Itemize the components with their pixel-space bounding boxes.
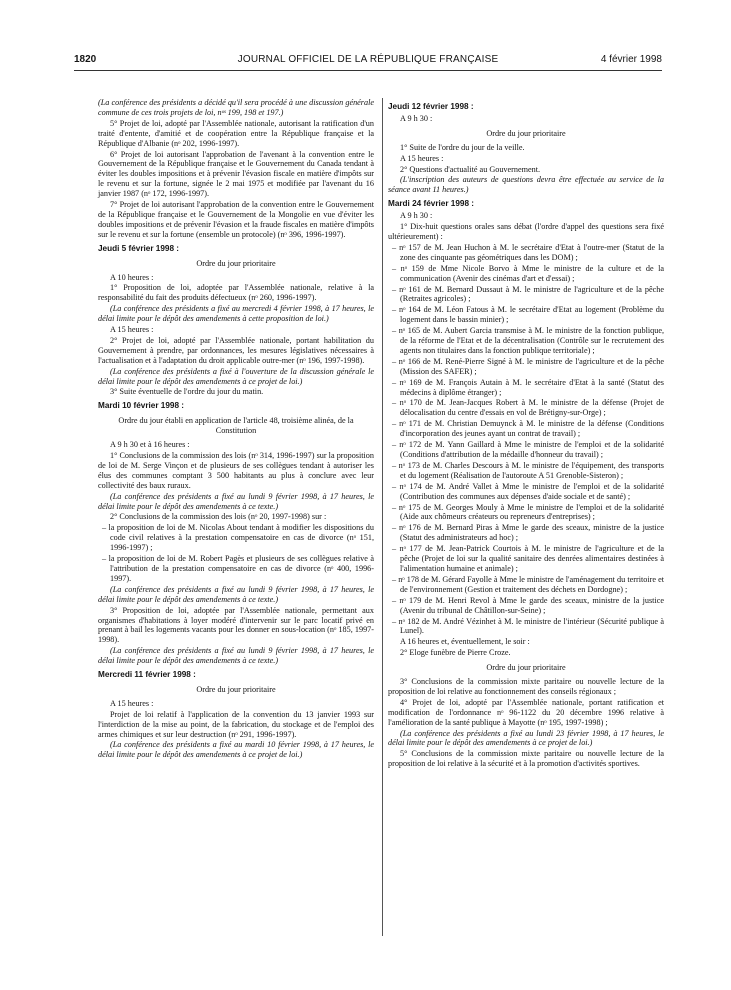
list-item: – nᵒ 179 de M. Henri Revol à Mme le garde des sceaux, ministre de la justice (Avenir du tribunal de Châtillon-sur-Seine) ;	[392, 595, 664, 615]
page-number: 1820	[74, 54, 97, 65]
list-item: – nᵒ 159 de Mme Nicole Borvo à Mme le ministre de la culture et de la communication (Avenir des cinémas d'art et d'essai) ;	[392, 263, 664, 283]
list-item: – nᵒ 175 de M. Georges Mouly à Mme le ministre de l'emploi et de la solidarité (Aide aux chômeurs créateurs ou repreneurs d'entreprises) ;	[392, 502, 664, 522]
section-subtitle: Ordre du jour prioritaire	[196, 258, 276, 268]
paragraph: 2° Eloge funèbre de Pierre Croze.	[400, 648, 511, 658]
italic-note: (La conférence des présidents a fixé au lundi 9 février 1998, à 17 heures, le délai limite pour le dépôt des amendements à ce texte.)	[98, 646, 374, 666]
italic-note: (L'inscription des auteurs de questions devra être effectuée au service de la séance avant 11 heures.)	[388, 175, 664, 195]
list-item: – nᵒ 169 de M. François Autain à M. le secrétaire d'Etat à la santé (Statut des médecins à diplôme étranger) ;	[392, 377, 664, 397]
page-header	[74, 54, 662, 68]
list-item: – la proposition de loi de M. Robert Pagès et plusieurs de ses collègues relative à l'attribution de la prestation compensatoire en cas de divorce (nᵒ 400, 1996-1997).	[102, 554, 374, 583]
paragraph: 6° Projet de loi autorisant l'approbation de l'avenant à la convention entre le Gouvernement de la République française et le Gouvernement du Canada tendant à éviter les doubles impositions et à prévenir l'évasion fiscale en matière d'impôts sur le revenu et sur la fortune, signée le 2 mai 1975 et modifiée par l'avenant du 16 janvier 1987 (nᵒ 172, 1996-1997).	[98, 149, 374, 199]
time-line: A 15 heures :	[110, 698, 154, 708]
paragraph: 3° Conclusions de la commission mixte paritaire ou nouvelle lecture de la proposition de loi relative au fonctionnement des conseils régionaux ;	[388, 677, 664, 696]
issue-date: 4 février 1998	[600, 54, 662, 65]
time-line: A 10 heures :	[110, 272, 154, 282]
paragraph: 1° Proposition de loi, adoptée par l'Assemblée nationale, relative à la responsabilité du fait des produits défectueux (nᵒ 260, 1996-1997).	[98, 283, 374, 303]
paragraph: 5° Conclusions de la commission mixte paritaire ou nouvelle lecture de la proposition de loi relative à la sécurité et à la promotion d'activités sportives.	[388, 749, 664, 769]
list-item: – nᵒ 173 de M. Charles Descours à M. le ministre de l'équipement, des transports et du logement (Réalisation de l'autoroute A 51 Grenoble-Sisteron) ;	[392, 460, 664, 480]
list-item: – nᵒ 157 de M. Jean Huchon à M. le secrétaire d'Etat à l'outre-mer (Statut de la zone des cinquante pas géométriques dans les DOM) ;	[392, 242, 664, 262]
section-subtitle: Ordre du jour prioritaire	[196, 684, 276, 694]
date-heading: Jeudi 12 février 1998 :	[388, 102, 474, 111]
list-item: – nᵒ 178 de M. Gérard Fayolle à Mme le ministre de l'aménagement du territoire et de l'environnement (Gestion et traitement des déchets en Dordogne) ;	[392, 574, 664, 594]
paragraph: 2° Conclusions de la commission des lois (nᵒ 20, 1997-1998) sur :	[110, 512, 327, 522]
time-line: A 15 heures :	[110, 325, 154, 335]
list-item: – nᵒ 176 de M. Bernard Piras à Mme le garde des sceaux, ministre de la justice (Statut des administrateurs ad hoc) ;	[392, 523, 664, 543]
paragraph: 1° Suite de l'ordre du jour de la veille.	[400, 142, 525, 152]
list-item: – nᵒ 170 de M. Jean-Jacques Robert à M. le ministre de la défense (Projet de délocalisation du centre d'essais en vol de Brétigny-sur-Orge) ;	[392, 398, 664, 418]
date-heading: Mercredi 11 février 1998 :	[98, 670, 196, 680]
paragraph: Projet de loi relatif à l'application de la convention du 13 janvier 1993 sur l'interdiction de la mise au point, de la fabrication, du stockage et de l'emploi des armes chimiques et sur leur destruction (nᵒ 291, 1996-1997).	[98, 709, 374, 739]
list-item: – nᵒ 165 de M. Aubert Garcia transmise à M. le ministre de la fonction publique, de la réforme de l'Etat et de la décentralisation (Contrôle sur le recrutement des agents non titulaires dans la fonction publique territoriale) ;	[392, 326, 664, 355]
italic-note: (La conférence des présidents a fixé au lundi 9 février 1998, à 17 heures, le délai limite pour le dépôt des amendements à ce texte.)	[98, 584, 374, 604]
paragraph: 1° Dix-huit questions orales sans débat (l'ordre d'appel des questions sera fixé ultérieurement) :	[388, 222, 664, 241]
time-line: A 9 h 30 :	[400, 211, 433, 221]
italic-note: (La conférence des présidents a fixé à l'ouverture de la discussion générale le délai limite pour le dépôt des amendements à ce projet de loi.)	[98, 366, 374, 386]
list-item: – nᵒ 164 de M. Léon Fatous à M. le secrétaire d'Etat au logement (Problème du logement dans le bassin minier) ;	[392, 305, 664, 325]
list-item: – nᵒ 182 de M. André Vézinhet à M. le ministre de l'intérieur (Sécurité publique à Lunel).	[392, 616, 664, 636]
paragraph: 7° Projet de loi autorisant l'approbation de la convention entre le Gouvernement de la République française et le Gouvernement de la Mongolie en vue d'éviter les doubles impositions et de prévenir l'évasion et la fraude fiscales en matière d'impôts sur le revenu et sur la fortune (ensemble un protocole) (nᵒ 396, 1996-1997).	[98, 200, 374, 239]
date-heading: Jeudi 5 février 1998 :	[98, 243, 180, 253]
paragraph: 3° Suite éventuelle de l'ordre du jour du matin.	[110, 387, 264, 397]
paragraph: 2° Questions d'actualité au Gouvernement.	[400, 164, 541, 174]
journal-title: JOURNAL OFFICIEL DE LA RÉPUBLIQUE FRANÇAISE	[237, 54, 499, 65]
italic-note: (La conférence des présidents a décidé qu'il sera procédé à une discussion générale commune de ces trois projets de loi, nᵒˢ 199, 198 et 197.)	[98, 98, 374, 117]
list-item: – nᵒ 174 de M. André Vallet à Mme le ministre de l'emploi et de la solidarité (Contribution des communes aux dépenses d'aide sociale et de santé) ;	[392, 481, 664, 501]
left-column	[98, 98, 374, 761]
section-subtitle: Ordre du jour prioritaire	[486, 663, 566, 673]
time-line: A 9 h 30 et à 16 heures :	[110, 440, 190, 450]
paragraph: 5° Projet de loi, adopté par l'Assemblée nationale, autorisant la ratification d'un traité d'entente, d'amitié et de coopération entre la République française et la République d'Albanie (nᵒ 202, 1996-1997).	[98, 118, 374, 148]
time-line: A 15 heures :	[400, 153, 444, 163]
date-heading: Mardi 24 février 1998 :	[388, 199, 475, 209]
paragraph: 4° Projet de loi, adopté par l'Assemblée nationale, portant ratification et modification de l'ordonnance nᵒ 96-1122 du 20 décembre 1996 relative à l'amélioration de la santé publique à Mayotte (nᵒ 195, 1997-1998) ;	[388, 697, 664, 727]
italic-note: (La conférence des présidents a fixé au lundi 9 février 1998, à 17 heures, le délai limite pour le dépôt des amendements à ce texte.)	[98, 491, 374, 511]
paragraph: 2° Projet de loi, adopté par l'Assemblée nationale, portant habilitation du Gouvernement à prendre, par ordonnances, les mesures législatives nécessaires à l'actualisation et à l'adaptation du droit applicable outre-mer (nᵒ 196, 1997-1998).	[98, 335, 374, 365]
list-item: – nᵒ 172 de M. Yann Gaillard à Mme le ministre de l'emploi et de la solidarité (Conditions d'attribution de la médaille d'honneur du travail) ;	[392, 440, 664, 459]
paragraph: 1° Conclusions de la commission des lois (nᵒ 314, 1996-1997) sur la proposition de loi de M. Serge Vinçon et de plusieurs de ses collègues tendant à autoriser les élus des communes comptant 3 500 habitants au plus à conclure avec leur collectivité des baux ruraux.	[98, 451, 374, 490]
section-subtitle: Ordre du jour prioritaire	[486, 128, 566, 138]
paragraph: 3° Proposition de loi, adoptée par l'Assemblée nationale, permettant aux organismes d'habitations à loyer modéré d'intervenir sur le parc locatif privé en prenant à bail les logements vacants pour les donner en sous-location (nᵒ 185, 1997-1998).	[98, 605, 374, 645]
list-item: – la proposition de loi de M. Nicolas About tendant à modifier les dispositions du code civil relatives à la prestation compensatoire en cas de divorce (nᵒ 151, 1996-1997) ;	[102, 523, 374, 553]
italic-note: (La conférence des présidents a fixé au mardi 10 février 1998, à 17 heures, le délai limite pour le dépôt des amendements à ce projet de loi.)	[98, 740, 374, 760]
list-item: – nᵒ 171 de M. Christian Demuynck à M. le ministre de la défense (Conditions d'incorporation des jeunes ayant un contrat de travail) ;	[392, 419, 664, 439]
section-subtitle: Ordre du jour établi en application de l'article 48, troisième alinéa, de la Constitution	[118, 416, 354, 436]
list-item: – nᵒ 166 de M. René-Pierre Signé à M. le ministre de l'agriculture et de la pêche (Mission des SAFER) ;	[392, 356, 664, 376]
header-rule	[74, 70, 662, 71]
italic-note: (La conférence des présidents a fixé au lundi 23 février 1998, à 17 heures, le délai limite pour le dépôt des amendements à ce projet de loi.)	[388, 728, 664, 748]
time-line: A 9 h 30 :	[400, 113, 433, 123]
list-item: – nᵒ 177 de M. Jean-Patrick Courtois à M. le ministre de l'agriculture et de la pêche (Projet de loi sur la qualité sanitaire des denrées alimentaires destinées à l'alimentation humaine et animale) ;	[392, 544, 664, 573]
right-column	[388, 98, 664, 770]
time-line: A 16 heures et, éventuellement, le soir :	[400, 637, 530, 647]
column-divider	[382, 98, 383, 936]
date-heading: Mardi 10 février 1998 :	[98, 401, 185, 411]
italic-note: (La conférence des présidents a fixé au mercredi 4 février 1998, à 17 heures, le délai limite pour le dépôt des amendements à cette proposition de loi.)	[98, 304, 374, 324]
list-item: – nᵒ 161 de M. Bernard Dussaut à M. le ministre de l'agriculture et de la pêche (Retraites agricoles) ;	[392, 284, 664, 304]
